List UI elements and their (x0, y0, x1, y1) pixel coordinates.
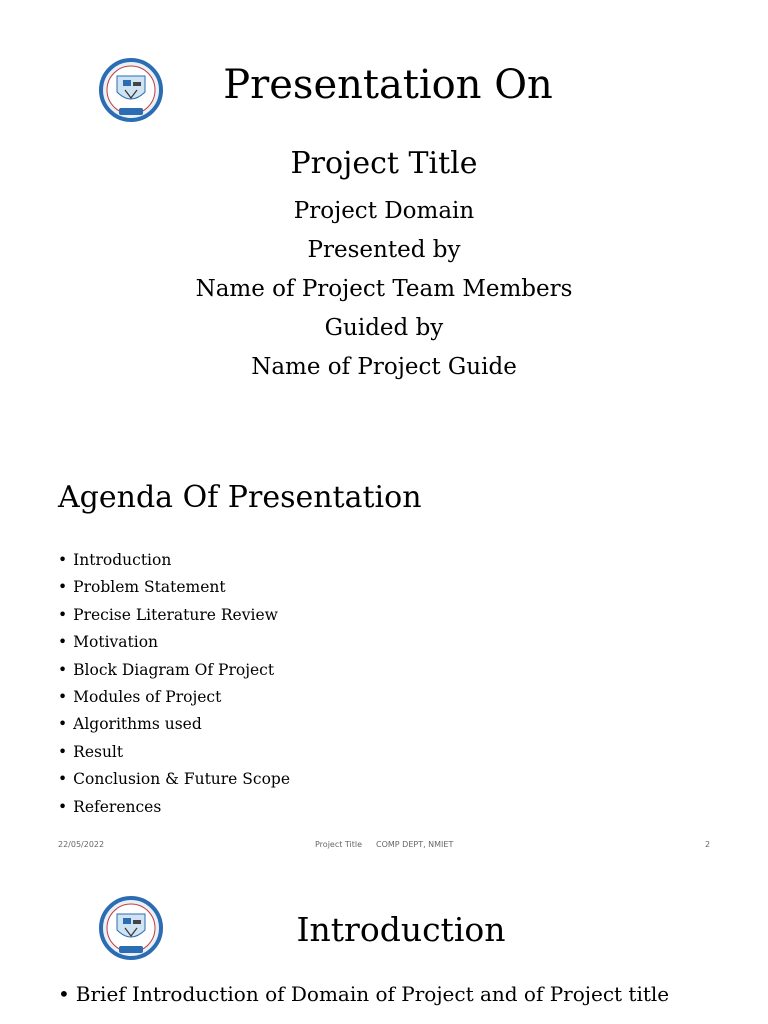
presentation-title: Presentation On (223, 62, 553, 108)
project-guide: Name of Project Guide (251, 354, 517, 380)
guided-by-label: Guided by (324, 315, 444, 341)
footer-page-number: 2 (705, 840, 711, 849)
team-members: Name of Project Team Members (195, 276, 573, 302)
list-item: • Introduction (58, 547, 290, 574)
list-item: • Result (58, 739, 290, 766)
presented-by-label: Presented by (307, 237, 461, 263)
project-title: Project Title (290, 146, 478, 181)
list-item: • Algorithms used (58, 711, 290, 738)
list-item: • Motivation (58, 629, 290, 656)
agenda-heading: Agenda Of Presentation (58, 480, 422, 515)
list-item: • Problem Statement (58, 574, 290, 601)
list-item: • Precise Literature Review (58, 602, 290, 629)
footer-department: COMP DEPT, NMIET (376, 840, 454, 849)
list-item: • Modules of Project (58, 684, 290, 711)
title-slide (0, 0, 768, 430)
list-item: • Conclusion & Future Scope (58, 766, 290, 793)
introduction-slide (0, 880, 768, 1024)
footer-title: Project Title (315, 840, 363, 849)
agenda-list (58, 547, 290, 821)
list-item: • Brief Introduction of Domain of Project and of Project title (58, 982, 669, 1006)
list-item: • Block Diagram Of Project (58, 657, 290, 684)
list-item: • References (58, 794, 290, 821)
footer-date: 22/05/2022 (58, 840, 105, 849)
agenda-slide (0, 470, 768, 860)
project-domain: Project Domain (293, 198, 475, 224)
title-details (0, 192, 768, 387)
introduction-heading: Introduction (296, 910, 506, 949)
